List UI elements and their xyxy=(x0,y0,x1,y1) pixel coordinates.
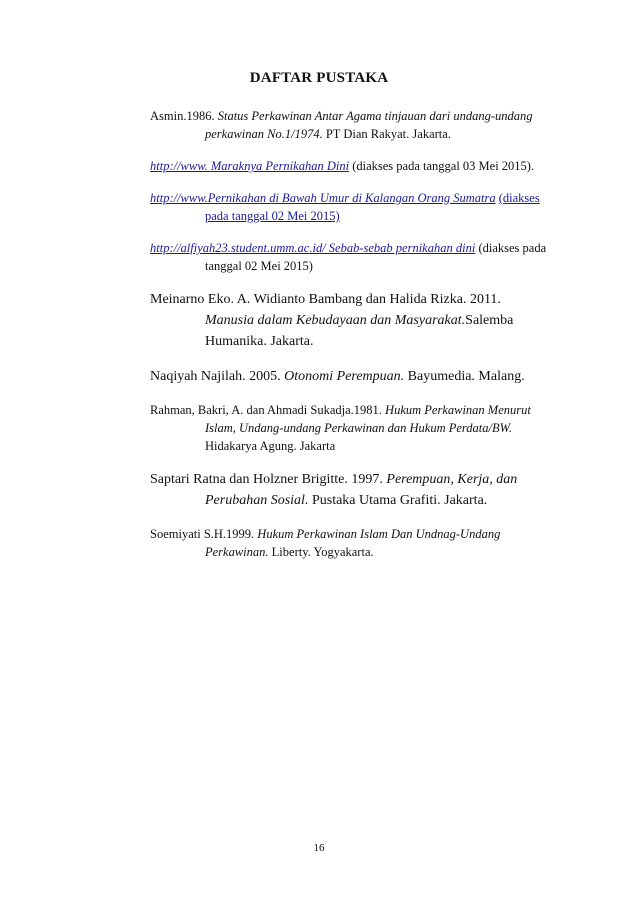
ref-publisher: Hidakarya Agung. Jakarta xyxy=(205,439,336,453)
ref-access-note-link[interactable]: (diakses pada tanggal 02 Mei 2015) xyxy=(205,191,540,223)
ref-link[interactable]: http://www. Maraknya Pernikahan Dini xyxy=(150,159,350,173)
reference-item xyxy=(150,107,548,143)
ref-publisher: Pustaka Utama Grafiti. Jakarta. xyxy=(311,493,488,508)
ref-publisher: Salemba Humanika. Jakarta. xyxy=(205,313,514,349)
ref-title: Hukum Perkawinan Menurut Islam, Undang-undang Perkawinan dan Hukum Perdata/BW. xyxy=(205,403,531,435)
ref-title: Status Perkawinan Antar Agama tinjauan dari undang-undang perkawinan No.1/1974. xyxy=(205,109,533,141)
reference-item xyxy=(150,366,548,387)
ref-publisher: Bayumedia. Malang. xyxy=(407,369,525,384)
reference-item xyxy=(150,469,548,511)
ref-access-note: (diakses pada tanggal 02 Mei 2015) xyxy=(205,241,547,273)
reference-item xyxy=(150,239,548,275)
ref-author: Asmin.1986. xyxy=(150,109,215,123)
ref-author: Rahman, Bakri, A. dan Ahmadi Sukadja.1981. xyxy=(150,403,382,417)
reference-item xyxy=(150,525,548,561)
ref-author: Meinarno Eko. A. Widianto Bambang dan Halida Rizka. 2011. xyxy=(150,292,501,307)
ref-link[interactable]: http://www.Pernikahan di Bawah Umur di Kalangan Orang Sumatra xyxy=(150,191,496,205)
ref-title: Hukum Perkawinan Islam Dan Undnag-Undang Perkawinan. xyxy=(205,527,501,559)
ref-author: Saptari Ratna dan Holzner Brigitte. 1997. xyxy=(150,472,383,487)
ref-author: Naqiyah Najilah. 2005. xyxy=(150,369,281,384)
ref-link[interactable]: http://alfiyah23.student.umm.ac.id/ Sebab-sebab pernikahan dini xyxy=(150,241,476,255)
ref-publisher: PT Dian Rakyat. Jakarta. xyxy=(325,127,451,141)
page-number: 16 xyxy=(313,842,325,854)
ref-access-note: (diakses pada tanggal 03 Mei 2015). xyxy=(352,159,535,173)
ref-title: Manusia dalam Kebudayaan dan Masyarakat. xyxy=(205,313,466,328)
reference-item xyxy=(150,289,548,352)
reference-item xyxy=(150,401,548,455)
ref-author: Soemiyati S.H.1999. xyxy=(150,527,255,541)
page-title: DAFTAR PUSTAKA xyxy=(249,70,389,86)
reference-item xyxy=(150,157,548,175)
ref-title: Otonomi Perempuan. xyxy=(284,369,405,384)
reference-list xyxy=(150,107,548,575)
ref-publisher: Liberty. Yogyakarta. xyxy=(271,545,374,559)
reference-item xyxy=(150,189,548,225)
ref-title: Perempuan, Kerja, dan Perubahan Sosial. xyxy=(205,472,518,508)
